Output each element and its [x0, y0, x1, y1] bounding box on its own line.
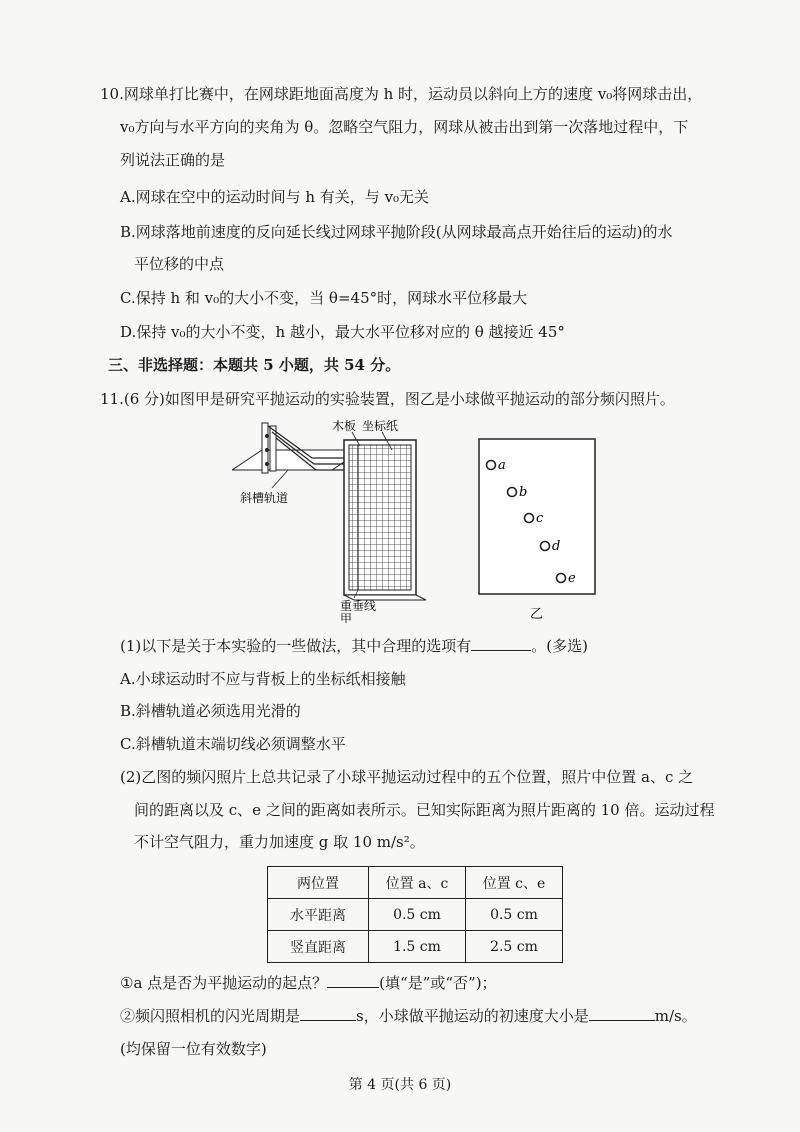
q11-part1-suffix: 。(多选) — [531, 637, 588, 655]
table-header-cell: 位置 c、e — [466, 867, 563, 899]
q10-option-a: A.网球在空中的运动时间与 h 有关，与 v₀无关 — [120, 188, 430, 206]
ball-position-b — [508, 488, 517, 497]
q10-line-2: v₀方向与水平方向的夹角为 θ。忽略空气阻力，网球从被击出到第一次落地过程中，下 — [120, 118, 689, 136]
q11-part1-option-b: B.斜槽轨道必须选用光滑的 — [120, 702, 301, 720]
ball-label-b: b — [519, 485, 528, 500]
label-paper: 坐标纸 — [362, 419, 399, 433]
table-row — [268, 931, 563, 963]
answer-blank-3[interactable] — [300, 1006, 356, 1021]
q10-option-b-line-1: B.网球落地前速度的反向延长线过网球平抛阶段(从网球最高点开始往后的运动)的水 — [120, 223, 673, 241]
distance-table — [267, 866, 563, 963]
q11-intro: 11.(6 分)如图甲是研究平抛运动的实验装置，图乙是小球做平抛运动的部分频闪照片。 — [100, 390, 675, 408]
q10-option-d: D.保持 v₀的大小不变，h 越小，最大水平位移对应的 θ 越接近 45° — [120, 323, 565, 341]
caption-yi: 乙 — [530, 607, 544, 622]
q10-option-c: C.保持 h 和 v₀的大小不变，当 θ=45°时，网球水平位移最大 — [120, 289, 528, 307]
q11-sub2-text: ②频闪照相机的闪光周期是 — [120, 1007, 301, 1025]
q11-part2-line-1: (2)乙图的频闪照片上总共记录了小球平抛运动过程中的五个位置，照片中位置 a、c 之 — [120, 768, 694, 786]
page-footer: 第 4 页(共 6 页) — [348, 1077, 452, 1093]
table-cell: 2.5 cm — [466, 931, 563, 963]
q11-note: (均保留一位有效数字) — [120, 1040, 267, 1058]
q10-line-1: 10.网球单打比赛中，在网球距地面高度为 h 时，运动员以斜向上方的速度 v₀将网球击出， — [100, 85, 703, 103]
q11-sub2-suffix: m/s。 — [654, 1007, 697, 1025]
table-cell: 0.5 cm — [369, 899, 466, 931]
ball-position-a — [487, 461, 496, 470]
table-header-cell: 位置 a、c — [369, 867, 466, 899]
label-track: 斜槽轨道 — [240, 491, 289, 505]
ball-position-e — [557, 574, 566, 583]
table-cell: 0.5 cm — [466, 899, 563, 931]
answer-blank-1[interactable] — [471, 636, 531, 651]
ball-position-d — [541, 542, 550, 551]
answer-blank-4[interactable] — [589, 1006, 655, 1021]
q10-option-b-line-2: 平位移的中点 — [134, 255, 225, 273]
table-header-row — [268, 867, 563, 899]
q10-line-3: 列说法正确的是 — [120, 151, 226, 169]
q11-part1-text: (1)以下是关于本实验的一些做法，其中合理的选项有 — [120, 637, 472, 655]
ball-label-d: d — [552, 539, 561, 554]
figure-photo — [478, 438, 598, 623]
ball-position-c — [525, 514, 534, 523]
table-cell: 1.5 cm — [369, 931, 466, 963]
ball-label-e: e — [568, 571, 576, 586]
table-cell: 竖直距离 — [268, 931, 369, 963]
q11-sub2-mid: s，小球做平抛运动的初速度大小是 — [356, 1007, 589, 1025]
table-top — [232, 450, 362, 470]
answer-blank-2[interactable] — [327, 973, 379, 988]
q11-part1 — [120, 636, 588, 656]
label-plumb: 重垂线 — [340, 599, 377, 613]
q11-part2-line-2: 间的距离以及 c、e 之间的距离如表所示。已知实际距离为照片距离的 10 倍。运动过程 — [134, 801, 715, 819]
ball-label-c: c — [536, 511, 544, 526]
caption-jia: 甲 — [340, 612, 353, 623]
q11-sub1 — [120, 973, 497, 993]
ball-label-a: a — [498, 458, 506, 473]
q11-sub2 — [120, 1006, 697, 1026]
label-board: 木板 — [332, 419, 357, 433]
section-heading: 三、非选择题：本题共 5 小题，共 54 分。 — [108, 356, 401, 374]
q11-sub1-text: ①a 点是否为平抛运动的起点？ — [120, 974, 328, 992]
q11-part2-line-3: 不计空气阻力，重力加速度 g 取 10 m/s²。 — [134, 833, 425, 851]
table-header-cell: 两位置 — [268, 867, 369, 899]
q11-part1-option-c: C.斜槽轨道末端切线必须调整水平 — [120, 735, 346, 753]
q11-sub1-suffix: (填“是”或“否”)； — [379, 974, 497, 992]
q11-part1-option-a: A.小球运动时不应与背板上的坐标纸相接触 — [120, 670, 406, 688]
table-row — [268, 899, 563, 931]
table-cell: 水平距离 — [268, 899, 369, 931]
figure-apparatus — [232, 418, 442, 623]
